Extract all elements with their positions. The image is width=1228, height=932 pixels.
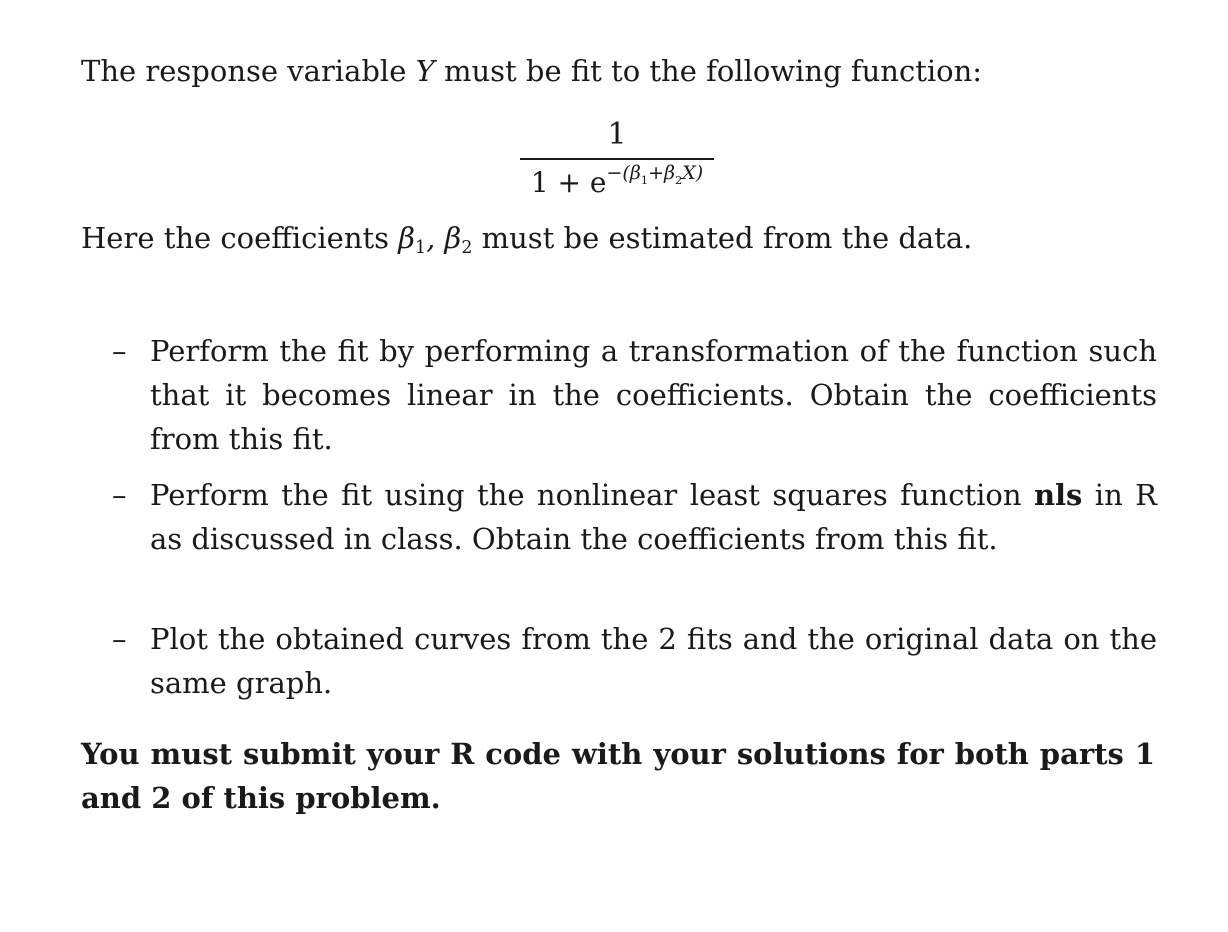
response-variable: Y [415,54,435,88]
list-dash: – [112,622,127,656]
intro-sentence [81,54,983,88]
list-item-text: Perform the fit by performing a transformation of the function such that it becomes linear in the coefficients. Obtain the coefficients from this fit. [150,334,1157,456]
list-item [112,473,1157,561]
list-item-text: Plot the obtained curves from the 2 fits and the original data on the same graph. [150,622,1157,700]
submission-instruction: You must submit your R code with your solutions for both parts 1 and 2 of this problem. [81,737,1155,815]
item-text-after: in R as discussed in class. Obtain the coefficients from this fit. [150,478,1157,556]
fraction-bar [520,158,714,160]
intro-suffix: must be fit to the following function: [434,54,983,88]
list-item-text [150,473,1157,561]
formula-denominator [520,164,714,197]
logistic-formula [520,117,714,199]
denominator-base: 1 + e [530,166,607,199]
formula-exponent: −(β1+β2X) [606,162,704,187]
coeff-prefix: Here the coefficients [81,221,399,255]
item-text-before: Perform the fit using the nonlinear least squares function [150,478,1034,512]
list-item [112,617,1157,705]
formula-numerator: 1 [607,117,627,152]
list-dash: – [112,478,127,512]
list-dash: – [112,334,127,368]
coefficients-sentence [81,221,973,258]
list-item [112,329,1157,461]
nls-function-name: nls [1033,478,1083,512]
intro-prefix: The response variable [81,54,416,88]
coeff-suffix: must be estimated from the data. [472,221,973,255]
coefficient-symbols: $\beta_1$, $\beta_2$ [398,221,473,258]
